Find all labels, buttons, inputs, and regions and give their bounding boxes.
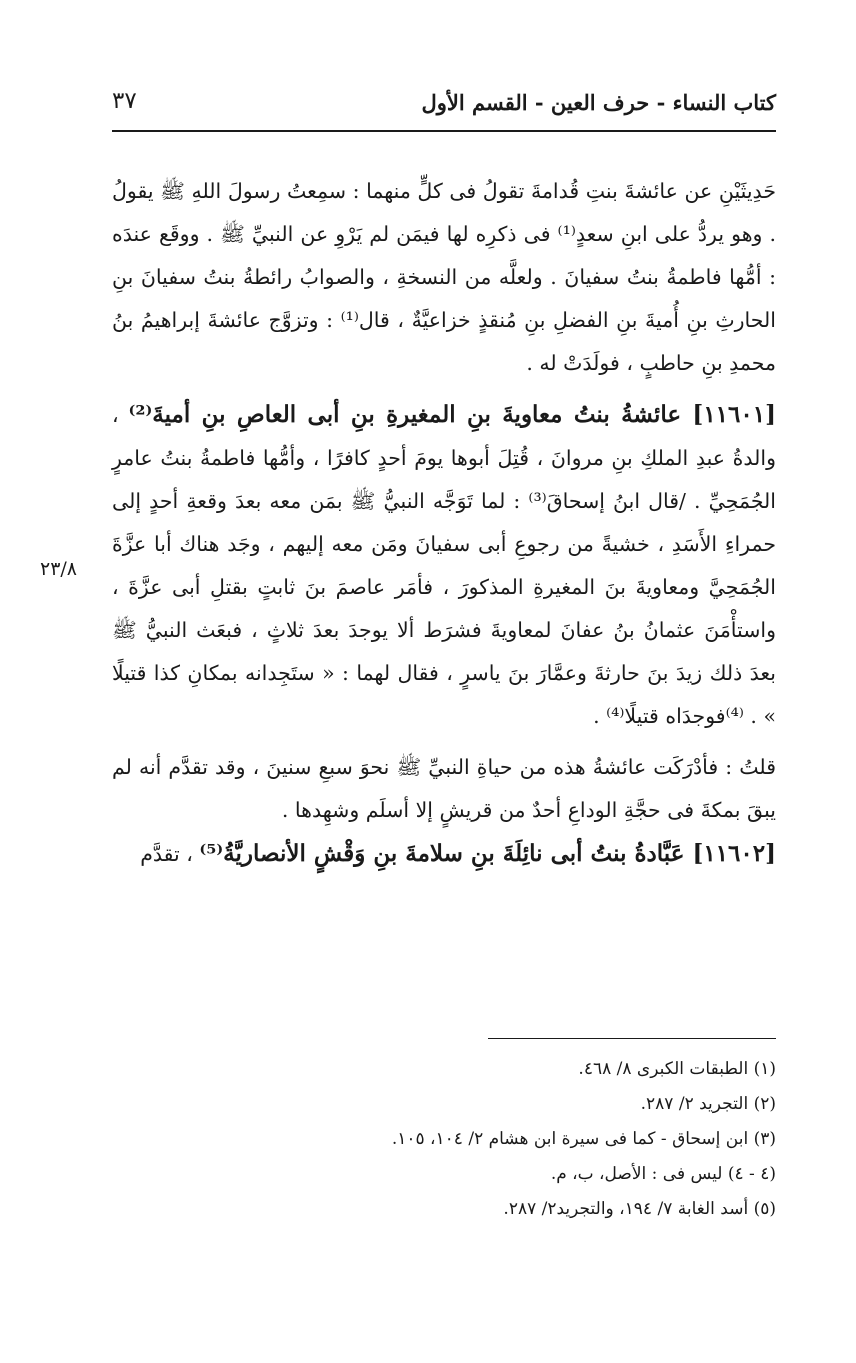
footnotes (112, 1052, 776, 1227)
paragraph-text: حَدِيثَيْنِ عن عائشةَ بنتِ قُدامةَ تقولُ فى كلٍّ منهما : سمِعتُ رسولَ اللهِ ﷺ يقولُ . وهو يردُّ على ابنِ سعدٍ⁽¹⁾ فى ذكرِه لها فيمَن لم يَرْوِ عن النبيِّ ﷺ . ووقَع عندَه : أمُّها فاطمةُ بنتُ سفيانَ . ولعلَّه من النسخةِ ، والصوابُ رائطةُ بنتُ سفيانَ بنِ الحارثِ بنِ أُميةَ بنِ الفضلِ بنِ مُنقذٍ خزاعيَّةٌ ، قال⁽¹⁾ : وتزوَّج عائشةَ إبراهيمُ بنُ محمدِ بنِ حاطبٍ ، فولَدَتْ له . (112, 179, 776, 375)
entry-text: ، والدةُ عبدِ الملكِ بنِ مروانَ ، قُتِلَ أبوها يومَ أحدٍ كافرًا ، وأمُّها فاطمةُ بنتُ عامرٍ الجُمَحِيِّ . /قال ابنُ إسحاقَ⁽³⁾ : لما تَوَجَّه النبيُّ ﷺ بمَن معه بعدَ وقعةِ أحدٍ إلى حمراءِ الأَسَدِ ، خشيةً من رجوعِ أبى سفيانَ ومَن معه إليهم ، وجَد هناك أبا عزَّةَ الجُمَحِيَّ ومعاويةَ بنَ المغيرةِ المذكورَ ، فأمَر عاصمَ بنَ ثابتٍ بقتلِ أبى عزَّةَ ، واستأْمَنَ عثمانُ بنُ عفانَ لمعاويةَ فشرَط ألا يوجدَ بعدَ ثلاثٍ ، فبعَث النبيُّ ﷺ بعدَ ذلك زيدَ بنَ حارثةَ وعمَّارَ بنَ ياسرٍ ، فقال لهما : « ستَجِدانه بمكانِ كذا قتيلًا » . ⁽⁴⁾فوجدَاه قتيلًا⁽⁴⁾ . (112, 403, 776, 728)
footnote-3: (٣) ابن إسحاق - كما فى سيرة ابن هشام ٢/ ١٠٤، ١٠٥. (391, 1129, 776, 1149)
footnote-5: (٥) أسد الغابة ٧/ ١٩٤، والتجريد٢/ ٢٨٧. (503, 1199, 776, 1219)
footnote-1: (١) الطبقات الكبرى ٨/ ٤٦٨. (578, 1059, 776, 1079)
main-text (112, 170, 776, 876)
footnote-divider (488, 1038, 776, 1039)
paragraph-comment (112, 746, 776, 832)
entry-11601 (112, 393, 776, 738)
footnote-2: (٢) التجريد ٢/ ٢٨٧. (640, 1094, 776, 1114)
running-title: كتاب النساء - حرف العين - القسم الأول (421, 90, 776, 115)
running-header (112, 86, 776, 132)
entry-11602 (112, 832, 776, 876)
paragraph-text: قلتُ : فأدْرَكَت عائشةُ هذه من حياةِ النبيِّ ﷺ نحوَ سبعِ سنينَ ، وقد تقدَّم أنه لم يبقَ بمكةَ فى حجَّةِ الوداعِ أحدٌ من قريشٍ إلا أسلَم وشهِدها . (112, 755, 776, 822)
paragraph-continuation (112, 170, 776, 385)
entry-heading: [١١٦٠٢] عَبَّادةُ بنتُ أبى نائِلَةَ بنِ سلامةَ بنِ وَقْشٍ الأنصاريَّةُ⁽⁵⁾ (199, 840, 776, 867)
footnote-4: (٤ - ٤) ليس فى : الأصل، ب، م. (550, 1164, 776, 1184)
margin-reference: ٢٣/٨ (40, 558, 78, 580)
page-number: ٣٧ (112, 88, 137, 114)
entry-text: ، تقدَّم (140, 842, 193, 866)
entry-heading: [١١٦٠١] عائشةُ بنتُ معاويةَ بنِ المغيرةِ بنِ أبى العاصِ بنِ أميةَ⁽²⁾ (128, 401, 776, 428)
